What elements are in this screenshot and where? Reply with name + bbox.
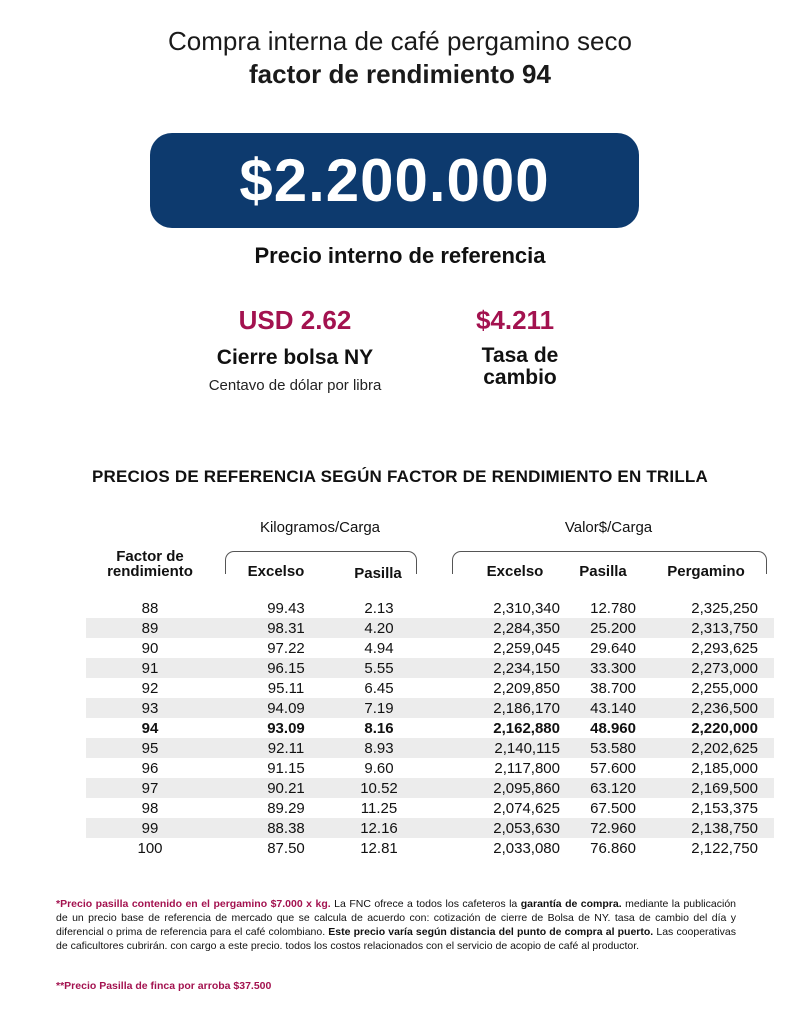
cell-kg-excelso: 89.29	[267, 800, 305, 817]
table-row	[86, 618, 774, 638]
page-subtitle: factor de rendimiento 94	[249, 59, 551, 89]
page-title: Compra interna de café pergamino seco	[168, 26, 632, 56]
cell-value-excelso: 2,310,340	[493, 600, 560, 617]
cell-factor: 98	[141, 800, 159, 817]
cell-value-pasilla: 76.860	[590, 840, 636, 857]
reference-price-value: $2.200.000	[239, 147, 550, 214]
cell-value-pasilla: 72.960	[590, 820, 636, 837]
footnote-text-d: Este precio varía según distancia del punto de compra al puerto.	[328, 926, 654, 938]
exchange-rate-value: $4.211	[475, 305, 555, 335]
cell-value-pasilla: 43.140	[590, 700, 636, 717]
cell-kg-pasilla: 7.19	[364, 700, 394, 717]
cell-factor: 99	[141, 820, 159, 837]
cell-factor: 88	[141, 600, 159, 617]
exchange-rate-label	[460, 345, 580, 389]
value-excelso-header: Excelso	[486, 563, 544, 580]
table-row	[86, 778, 774, 798]
table-row	[86, 638, 774, 658]
cell-kg-excelso: 95.11	[267, 680, 305, 697]
cell-value-pergamino: 2,202,625	[691, 740, 758, 757]
cell-value-pasilla: 53.580	[590, 740, 636, 757]
exchange-rate-label-line1: Tasa de	[481, 344, 559, 367]
footnote-text-e: Las cooperativas de caficultores cubrirán. con cargo a este precio. todos los costos relacionados con el servicio de acopio de café al productor.	[56, 926, 736, 952]
cell-value-excelso: 2,140,115	[494, 740, 560, 757]
cell-value-pergamino: 2,220,000	[691, 720, 758, 737]
table-row	[86, 838, 774, 858]
cell-factor: 93	[141, 700, 159, 717]
cell-kg-excelso: 92.11	[267, 740, 305, 757]
cell-value-excelso: 2,095,860	[493, 780, 560, 797]
cell-factor: 90	[141, 640, 159, 657]
reference-price-banner	[150, 133, 639, 228]
cell-value-pasilla: 57.600	[590, 760, 636, 777]
cell-value-pasilla: 33.300	[590, 660, 636, 677]
cell-kg-excelso: 97.22	[267, 640, 305, 657]
ny-close-label: Cierre bolsa NY	[216, 346, 374, 369]
table-row	[86, 738, 774, 758]
footnote-text-a: La FNC ofrece a todos los cafeteros la	[330, 898, 521, 910]
cell-factor: 94	[141, 720, 159, 737]
cell-kg-excelso: 94.09	[267, 700, 305, 717]
cell-value-excelso: 2,162,880	[493, 720, 560, 737]
cell-kg-pasilla: 8.16	[364, 720, 394, 737]
cell-value-pergamino: 2,293,625	[691, 640, 758, 657]
cell-value-excelso: 2,234,150	[493, 660, 560, 677]
cell-kg-pasilla: 4.94	[364, 640, 394, 657]
cell-kg-pasilla: 12.81	[360, 840, 398, 857]
footnote-text-c: mediante la publicación de un precio base de referencia de mercado que se calcula de acuerdo con: cotización de cierre de Bolsa de NY. tasa de cambio del día y diferencial o prima de referencia para el café colombiano.	[56, 898, 736, 938]
value-pasilla-header: Pasilla	[579, 563, 627, 580]
value-pergamino-header: Pergamino	[667, 563, 745, 580]
cell-value-excelso: 2,033,080	[493, 840, 560, 857]
table-row	[86, 798, 774, 818]
cell-value-excelso: 2,259,045	[493, 640, 560, 657]
cell-value-excelso: 2,186,170	[493, 700, 560, 717]
cell-value-excelso: 2,117,800	[494, 760, 560, 777]
footnote-text-b: garantía de compra.	[520, 898, 622, 910]
table-row	[86, 758, 774, 778]
cell-value-pergamino: 2,313,750	[691, 620, 758, 637]
cell-value-excelso: 2,209,850	[493, 680, 560, 697]
cell-kg-pasilla: 8.93	[364, 740, 394, 757]
reference-price-label: Precio interno de referencia	[254, 243, 546, 268]
table-row	[86, 698, 774, 718]
cell-value-pergamino: 2,169,500	[691, 780, 758, 797]
cell-factor: 96	[141, 760, 159, 777]
cell-value-pergamino: 2,236,500	[691, 700, 758, 717]
factor-header-line1: Factor de	[116, 548, 184, 565]
cell-value-pasilla: 63.120	[590, 780, 636, 797]
cell-value-pergamino: 2,325,250	[691, 600, 758, 617]
cell-kg-pasilla: 6.45	[364, 680, 394, 697]
cell-value-pergamino: 2,255,000	[691, 680, 758, 697]
kg-pasilla-header: Pasilla	[354, 565, 402, 582]
cell-value-pergamino: 2,122,750	[691, 840, 758, 857]
cell-value-pergamino: 2,138,750	[691, 820, 758, 837]
table-row	[86, 658, 774, 678]
cell-factor: 95	[141, 740, 159, 757]
cell-kg-pasilla: 2.13	[364, 600, 394, 617]
cell-kg-excelso: 88.38	[267, 820, 305, 837]
table-row	[86, 598, 774, 618]
factor-column-header	[90, 549, 210, 579]
table-section-title: PRECIOS DE REFERENCIA SEGÚN FACTOR DE RENDIMIENTO EN TRILLA	[92, 467, 708, 486]
kg-group-header: Kilogramos/Carga	[259, 519, 381, 536]
footnote-guarantee	[56, 897, 736, 953]
cell-factor: 100	[137, 840, 163, 857]
cell-kg-excelso: 91.15	[267, 760, 305, 777]
cell-factor: 92	[141, 680, 159, 697]
cell-kg-pasilla: 5.55	[364, 660, 394, 677]
table-row	[86, 818, 774, 838]
cell-kg-excelso: 90.21	[267, 780, 305, 797]
table-row	[86, 678, 774, 698]
ny-close-value: USD 2.62	[238, 305, 352, 335]
cell-factor: 91	[141, 660, 159, 677]
cell-kg-pasilla: 10.52	[360, 780, 398, 797]
footnote-pasilla-price: *Precio pasilla contenido en el pergamino $7.000 x kg.	[56, 898, 331, 910]
cell-value-pasilla: 29.640	[590, 640, 636, 657]
kg-excelso-header: Excelso	[247, 563, 305, 580]
cell-value-excelso: 2,053,630	[493, 820, 560, 837]
ny-close-unit: Centavo de dólar por libra	[208, 377, 382, 394]
cell-kg-pasilla: 12.16	[360, 820, 398, 837]
cell-kg-pasilla: 9.60	[364, 760, 394, 777]
cell-value-pergamino: 2,153,375	[691, 800, 758, 817]
cell-factor: 97	[141, 780, 159, 797]
cell-kg-excelso: 99.43	[267, 600, 305, 617]
cell-kg-excelso: 93.09	[267, 720, 305, 737]
cell-kg-pasilla: 11.25	[360, 800, 398, 817]
cell-kg-excelso: 87.50	[267, 840, 305, 857]
footnote-farm-pasilla: **Precio Pasilla de finca por arroba $37.500	[56, 980, 272, 992]
factor-header-line2: rendimiento	[107, 563, 193, 580]
cell-value-pasilla: 12.780	[590, 600, 636, 617]
cell-value-pergamino: 2,273,000	[691, 660, 758, 677]
reference-price-table	[86, 598, 774, 858]
cell-value-pergamino: 2,185,000	[691, 760, 758, 777]
cell-value-pasilla: 48.960	[590, 720, 636, 737]
cell-factor: 89	[141, 620, 159, 637]
value-group-header: Valor$/Carga	[564, 519, 653, 536]
cell-value-pasilla: 67.500	[590, 800, 636, 817]
cell-kg-excelso: 98.31	[267, 620, 305, 637]
cell-kg-pasilla: 4.20	[364, 620, 394, 637]
cell-value-excelso: 2,284,350	[493, 620, 560, 637]
exchange-rate-label-line2: cambio	[483, 366, 557, 389]
cell-value-pasilla: 38.700	[590, 680, 636, 697]
cell-kg-excelso: 96.15	[267, 660, 305, 677]
table-row	[86, 718, 774, 738]
cell-value-pasilla: 25.200	[590, 620, 636, 637]
cell-value-excelso: 2,074,625	[493, 800, 560, 817]
